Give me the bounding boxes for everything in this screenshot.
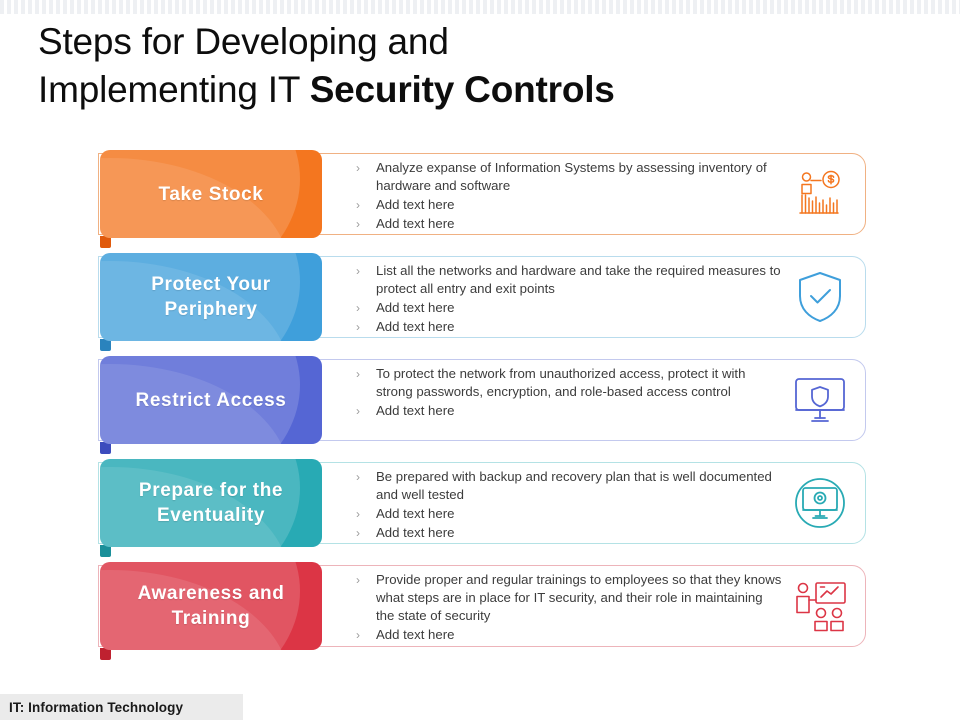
step-bullet xyxy=(356,318,782,336)
step-bullet-text: Add text here xyxy=(376,627,455,642)
step-bullet xyxy=(356,402,782,420)
training-presentation-icon xyxy=(792,578,848,634)
step-bullet-text: List all the networks and hardware and take the required measures to protect all entry and exit points xyxy=(376,263,781,296)
page-title-line-2-emphasis: Security Controls xyxy=(309,69,615,110)
monitor-shield-icon xyxy=(792,372,848,428)
step-bullet xyxy=(356,571,782,625)
step-bullet-text: Add text here xyxy=(376,300,455,315)
chevron-right-icon: › xyxy=(356,470,360,484)
step-row xyxy=(98,562,866,650)
chevron-right-icon: › xyxy=(356,507,360,521)
monitor-target-circle-icon xyxy=(792,475,848,531)
page-title-line-2 xyxy=(38,66,918,114)
step-bullet-text: Analyze expanse of Information Systems by assessing inventory of hardware and software xyxy=(376,160,767,193)
step-bullet-text: Add text here xyxy=(376,525,455,540)
chevron-right-icon: › xyxy=(356,404,360,418)
page-title-line-2-normal: Implementing IT xyxy=(38,69,310,110)
step-bullet-text: Be prepared with backup and recovery plan that is well documented and well tested xyxy=(376,469,772,502)
step-bullet-text: Provide proper and regular trainings to employees so that they knows what steps are in place for IT security, and their role in maintaining the state of security xyxy=(376,572,782,623)
step-label-text: Prepare for the Eventuality xyxy=(138,480,284,526)
step-bullet-text: Add text here xyxy=(376,197,455,212)
chevron-right-icon: › xyxy=(356,367,360,381)
step-row xyxy=(98,150,866,238)
step-label-text: Protect Your Periphery xyxy=(151,274,271,320)
step-bullet-list xyxy=(356,365,782,421)
step-bullet-list xyxy=(356,159,782,234)
step-bullet xyxy=(356,524,782,542)
decorative-top-stripe-band xyxy=(0,0,960,14)
step-row xyxy=(98,459,866,547)
chevron-right-icon: › xyxy=(356,526,360,540)
chevron-right-icon: › xyxy=(356,320,360,334)
step-label-chip[interactable] xyxy=(100,150,322,238)
page-title xyxy=(38,18,918,114)
step-row xyxy=(98,356,866,444)
step-bullet-list xyxy=(356,468,782,543)
step-bullet-text: Add text here xyxy=(376,216,455,231)
step-label-chip[interactable] xyxy=(100,562,322,650)
step-bullet-text: To protect the network from unauthorized access, protect it with strong passwords, encryption, and role-based access control xyxy=(376,366,746,399)
chevron-right-icon: › xyxy=(356,628,360,642)
step-bullet-text: Add text here xyxy=(376,403,455,418)
page-title-line-1: Steps for Developing and xyxy=(38,21,449,62)
step-bullet xyxy=(356,262,782,298)
step-label-chip[interactable] xyxy=(100,356,322,444)
step-bullet-text: Add text here xyxy=(376,506,455,521)
step-bullet xyxy=(356,215,782,233)
footer-legend-band xyxy=(0,694,243,720)
steps-list xyxy=(98,150,866,665)
step-bullet-list xyxy=(356,571,782,645)
chevron-right-icon: › xyxy=(356,264,360,278)
step-bullet-text: Add text here xyxy=(376,319,455,334)
step-bullet xyxy=(356,505,782,523)
step-label-text: Take Stock xyxy=(158,183,264,205)
step-row xyxy=(98,253,866,341)
chevron-right-icon: › xyxy=(356,301,360,315)
step-bullet xyxy=(356,299,782,317)
footer-legend-text: IT: Information Technology xyxy=(9,699,184,715)
step-bullet xyxy=(356,468,782,504)
step-label-chip[interactable] xyxy=(100,459,322,547)
step-bullet xyxy=(356,365,782,401)
step-bullet-list xyxy=(356,262,782,337)
step-bullet xyxy=(356,626,782,644)
person-dollar-chart-icon xyxy=(792,166,848,222)
chevron-right-icon: › xyxy=(356,161,360,175)
step-label-text: Restrict Access xyxy=(135,389,287,411)
step-label-text: Awareness and Training xyxy=(137,583,285,629)
chevron-right-icon: › xyxy=(356,573,360,587)
step-label-chip[interactable] xyxy=(100,253,322,341)
shield-check-icon xyxy=(792,269,848,325)
chevron-right-icon: › xyxy=(356,198,360,212)
step-bullet xyxy=(356,196,782,214)
step-bullet xyxy=(356,159,782,195)
chevron-right-icon: › xyxy=(356,217,360,231)
